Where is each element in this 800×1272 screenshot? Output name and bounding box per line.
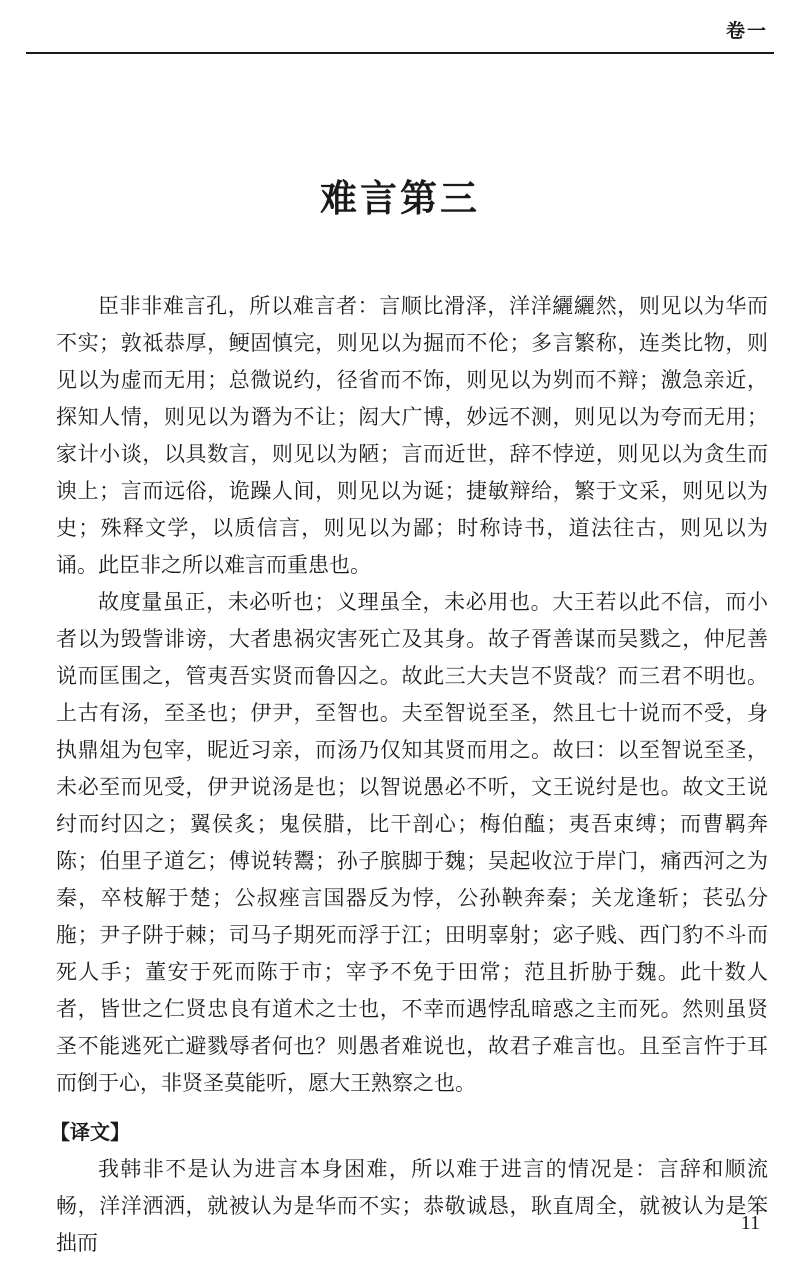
paragraph-1: 臣非非难言孔，所以难言者：言顺比滑泽，洋洋纚纚然，则见以为华而不实；敦祗恭厚，鲠固慎完，则见以为掘而不伦；多言繁称，连类比物，则见以为虚而无用；总微说约，径省而不饰，则见以为刿而不辩；激急亲近，探知人情，则见以为谮为不让；闳大广博，妙远不测，则见以为夸而无用；家计小谈，以具数言，则见以为陋；言而近世，辞不悖逆，则见以为贪生而谀上；言而远俗，诡躁人间，则见以为诞；捷敏辩给，繁于文采，则见以为史；殊释文学，以质信言，则见以为鄙；时称诗书，道法往古，则见以为诵。此臣非之所以难言而重患也。 bbox=[56, 294, 768, 577]
chapter-title: 难言第三 bbox=[320, 177, 480, 220]
running-head: 卷一 bbox=[725, 20, 768, 42]
paragraph-2: 故度量虽正，未必听也；义理虽全，未必用也。大王若以此不信，而小者以为毁訾诽谤，大者患祸灾害死亡及其身。故子胥善谋而吴戮之，仲尼善说而匡围之，管夷吾实贤而鲁囚之。故此三大夫岂不贤哉？而三君不明也。上古有汤，至圣也；伊尹，至智也。夫至智说至圣，然且七十说而不受，身执鼎俎为包宰，昵近习亲，而汤乃仅知其贤而用之。故曰：以至智说至圣，未必至而见受，伊尹说汤是也；以智说愚必不听，文王说纣是也。故文王说纣而纣囚之；翼侯炙；鬼侯腊，比干剖心；梅伯醢；夷吾束缚；而曹羁奔陈；伯里子道乞；傅说转鬻；孙子膑脚于魏；吴起收泣于岸门，痛西河之为秦，卒枝解于楚；公叔痤言国器反为悖，公孙鞅奔秦；关龙逢斩；苌弘分胣；尹子阱于棘；司马子期死而浮于江；田明辜射；宓子贱、西门豹不斗而死人手；董安于死而陈于市；宰予不免于田常；范且折胁于魏。此十数人者，皆世之仁贤忠良有道术之士也，不幸而遇悖乱暗惑之主而死。然则虽贤圣不能逃死亡避戮辱者何也？则愚者难说也，故君子难言也。且至言忤于耳而倒于心，非贤圣莫能听，愿大王熟察之也。 bbox=[56, 590, 768, 1095]
body-text bbox=[50, 288, 768, 1262]
page-header bbox=[26, 0, 774, 54]
page-number: 11 bbox=[740, 1212, 760, 1234]
translation-text: 我韩非不是认为进言本身困难，所以难于进言的情况是：言辞和顺流畅，洋洋洒洒，就被认为是华而不实；恭敬诚恳，耿直周全，就被认为是笨拙而 bbox=[56, 1157, 768, 1255]
translation-label: 【译文】 bbox=[50, 1120, 130, 1144]
